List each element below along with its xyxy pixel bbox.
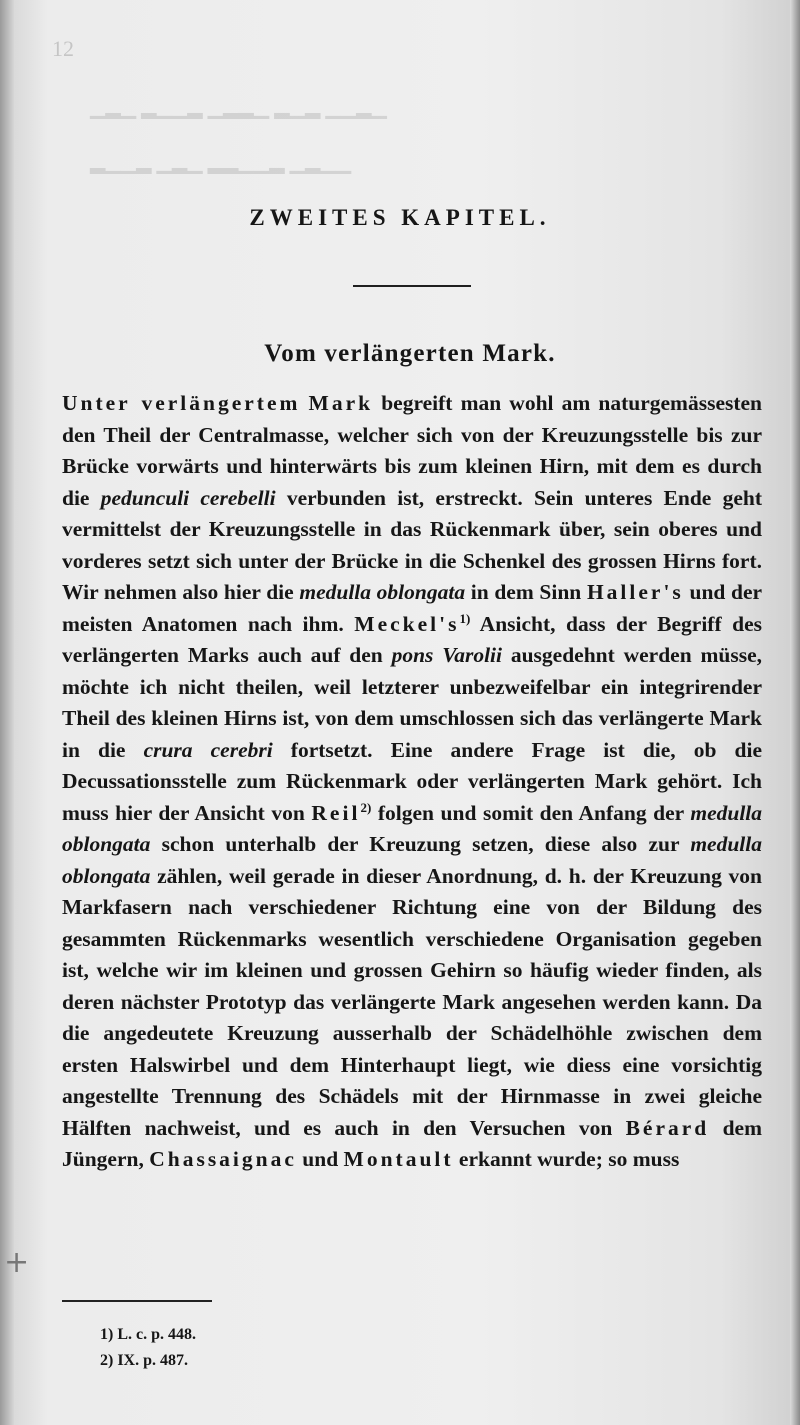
footnote-2: 2) IX. p. 487.: [100, 1352, 189, 1369]
latin-term: pedunculi cerebelli: [100, 485, 276, 510]
bleed-through-texture: ▂▁▁▂ ▁▂▁ ▂▂▁▁▂ ▁▂▁▁: [90, 152, 352, 174]
footnote-ref: 2): [360, 799, 372, 815]
text-run: und der meisten Anatomen nach ihm.: [62, 580, 763, 636]
footnote-divider: [62, 1300, 212, 1302]
text-run: verbunden ist, erstreckt. Sein unteres Ende geht vermittelst der Kreuzungsstelle in das Rückenmark über, sein oberes und vorderes setzt sich unter der Brücke in die Schenkel des grossen Hirns fort. Wir nehmen also hier die: [62, 485, 763, 604]
text-run: fortsetzt. Eine andere Frage ist die, ob die Decussationsstelle zum Rückenmark oder verlängerten Mark gehört. Ich muss hier der Ansicht von: [62, 737, 763, 825]
footnote-ref: 1): [459, 610, 471, 626]
footnotes: [100, 1322, 196, 1374]
latin-term: crura cerebri: [143, 737, 273, 762]
text-run: dem Jüngern,: [62, 1115, 763, 1171]
author-name: Reil: [311, 800, 361, 825]
footnote-1: 1) L. c. p. 448.: [100, 1326, 196, 1343]
latin-term: medulla oblongata: [62, 832, 762, 888]
author-name: Bérard: [625, 1115, 710, 1140]
text-run: Unter verlängertem: [62, 391, 301, 415]
section-title: Vom verlängerten Mark.: [264, 340, 556, 367]
bleed-through-texture: ▁▂▁ ▂▁▁▂ ▁▂▂▁ ▂▁▂ ▁▁▂▁: [90, 97, 387, 119]
latin-term: medulla oblongata: [299, 580, 466, 604]
text-run: erkannt wurde; so muss: [458, 1147, 680, 1171]
body-paragraph: [62, 388, 762, 1176]
text-run: und: [302, 1147, 339, 1171]
author-name: Haller's: [586, 580, 684, 604]
latin-term: medulla oblongata: [62, 800, 763, 856]
text-run: Ansicht, dass der Begriff des verlängerten Marks auch auf den: [62, 611, 762, 667]
heading-divider: [353, 285, 471, 287]
author-name: Meckel's: [354, 611, 460, 636]
page-number: 12: [52, 36, 74, 61]
text-run: schon unterhalb der Kreuzung setzen, diese also zur: [161, 832, 680, 856]
latin-term: pons Varolii: [391, 643, 502, 667]
author-name: Chassaignac: [149, 1147, 297, 1171]
spaced-term: Mark: [308, 391, 374, 415]
margin-cross-mark: +: [4, 1245, 30, 1280]
text-run: begreift man wohl am naturgemässesten den Theil der Centralmasse, welcher sich von der Kreuzungsstelle bis zur Brücke vorwärts und hinterwärts bis zum kleinen Hirn, mit dem es durch die: [62, 391, 763, 510]
author-name: Montault: [343, 1147, 454, 1171]
text-run: ausgedehnt werden müsse, möchte ich nicht theilen, weil letzterer unbezweifelbar ein integrirender Theil des kleinen Hirns ist, von dem umschlossen sich das verlängerte Mark in die: [62, 643, 763, 762]
text-run: in dem Sinn: [470, 580, 582, 604]
text-run: folgen und somit den Anfang der: [377, 800, 684, 825]
text-run: zählen, weil gerade in dieser Anordnung, d. h. der Kreuzung von Markfasern nach verschiedener Richtung eine von der Bildung des gesammten Rückenmarks wesentlich verschiedene Organisation gegeben ist, welche wir im kleinen und grossen Gehirn so häufig wieder finden, als deren nächster Prototyp das verlängerte Mark angesehen werden kann. Da die angedeutete Kreuzung ausserhalb der Schädelhöhle zwischen dem ersten Halswirbel und dem Hinterhaupt liegt, wie diess eine vorsichtig angestellte Trennung des Schädels mit der Hirnmasse in zwei gleiche Hälften nachweist, und es auch in den Versuchen von: [62, 863, 763, 1140]
chapter-heading: ZWEITES KAPITEL.: [249, 205, 551, 230]
